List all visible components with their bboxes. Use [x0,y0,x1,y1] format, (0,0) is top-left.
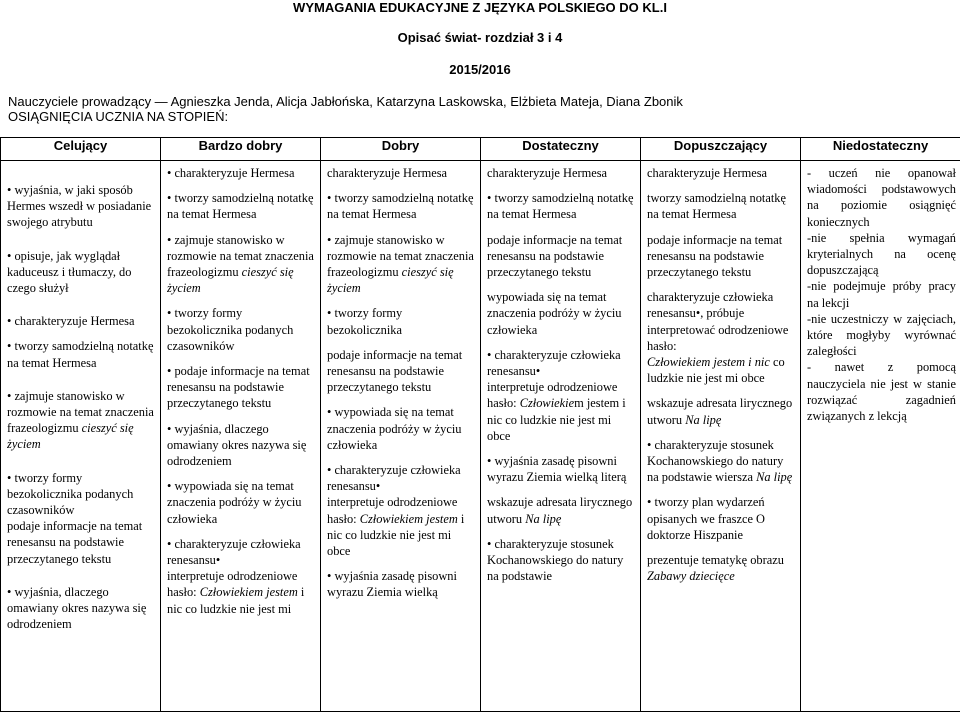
list-item: • tworzy formy bezokolicznika podanych czasowników [7,470,156,519]
list-item: • zajmuje stanowisko w rozmowie na temat znaczenia frazeologizmu cieszyć się życiem [327,232,476,297]
list-item: podaje informacje na temat renesansu na podstawie przeczytanego tekstu [487,232,636,281]
list-item: • zajmuje stanowisko w rozmowie na temat znaczenia frazeologizmu cieszyć się życiem [167,232,316,297]
document-title: WYMAGANIA EDUKACYJNE Z JĘZYKA POLSKIEGO DO KL.I [0,0,960,15]
col-dobry [321,161,481,712]
list-item: charakteryzuje Hermesa [487,165,636,181]
list-item: - uczeń nie opanował wiadomości podstawowych na poziomie osiągnięć koniecznych [807,165,956,230]
col-niedostateczny [801,161,960,712]
col-bardzo-dobry [161,161,321,712]
list-item: prezentuje tematykę obrazu Zabawy dziecięce [647,552,796,584]
list-item: • charakteryzuje Hermesa [167,165,316,181]
grade-header: Dobry [321,138,481,161]
list-item: • charakteryzuje Hermesa [7,313,156,329]
col-dopuszczajacy [641,161,801,712]
list-item: • wyjaśnia, dlaczego omawiany okres nazywa się odrodzeniem [7,584,156,633]
col-celujacy [1,161,161,712]
document-subtitle: Opisać świat- rozdział 3 i 4 [0,30,960,45]
list-item: • charakteryzuje człowieka renesansu• [167,536,316,568]
list-item: charakteryzuje Hermesa [647,165,796,181]
list-item: • charakteryzuje człowieka renesansu• [487,347,636,379]
list-item: wskazuje adresata lirycznego utworu Na lipę [647,395,796,427]
list-item: wypowiada się na temat znaczenia podróży w życiu człowieka [487,289,636,338]
list-item: • tworzy plan wydarzeń opisanych we fraszce O doktorze Hiszpanie [647,494,796,543]
list-item: podaje informacje na temat renesansu na podstawie przeczytanego tekstu [327,347,476,396]
list-item: • wyjaśnia, w jaki sposób Hermes wszedł w posiadanie swojego atrybutu [7,182,156,231]
list-item: - nawet z pomocą nauczyciela nie jest w stanie rozwiązać zagadnień związanych z lekcją [807,359,956,424]
list-item: interpretuje odrodzeniowe hasło: Człowiekiem jestem i nic co ludzkie nie jest mi obce [327,494,476,559]
list-item: -nie uczestniczy w zajęciach, które mogłyby wyrównać zaległości [807,311,956,360]
list-item: • wyjaśnia, dlaczego omawiany okres nazywa się odrodzeniem [167,421,316,470]
list-item: • podaje informacje na temat renesansu na podstawie przeczytanego tekstu [167,363,316,412]
list-item: • tworzy formy bezokolicznika podanych czasowników [167,305,316,354]
list-item: • zajmuje stanowisko w rozmowie na temat znaczenia frazeologizmu cieszyć się życiem [7,388,156,453]
list-item: -nie podejmuje próby pracy na lekcji [807,278,956,310]
grade-header: Dopuszczający [641,138,801,161]
grade-header: Dostateczny [481,138,641,161]
list-item: • tworzy samodzielną notatkę na temat Hermesa [7,338,156,370]
list-item: charakteryzuje człowieka renesansu•, próbuje interpretować odrodzeniowe hasło: [647,289,796,354]
list-item: podaje informacje na temat renesansu na podstawie przeczytanego tekstu [647,232,796,281]
list-item: charakteryzuje Hermesa [327,165,476,181]
list-item: interpretuje odrodzeniowe hasło: Człowiekiem jestem i nic co ludzkie nie jest mi obce [487,379,636,444]
list-item: tworzy samodzielną notatkę na temat Hermesa [647,190,796,222]
list-item: interpretuje odrodzeniowe hasło: Człowiekiem jestem i nic co ludzkie nie jest mi [167,568,316,617]
achievements-heading: OSIĄGNIĘCIA UCZNIA NA STOPIEŃ: [8,109,228,124]
grade-header: Niedostateczny [801,138,960,161]
list-item: • wyjaśnia zasadę pisowni wyrazu Ziemia wielką [327,568,476,600]
grade-header: Bardzo dobry [161,138,321,161]
school-year: 2015/2016 [0,62,960,77]
list-item: • tworzy samodzielną notatkę na temat Hermesa [167,190,316,222]
grades-header-row [1,138,960,161]
list-item: • charakteryzuje stosunek Kochanowskiego do natury na podstawie wiersza Na lipę [647,437,796,486]
list-item: • wypowiada się na temat znaczenia podróży w życiu człowieka [327,404,476,453]
requirements-table [0,137,960,712]
list-item: • tworzy samodzielną notatkę na temat Hermesa [327,190,476,222]
list-item: Człowiekiem jestem i nic co ludzkie nie jest mi obce [647,354,796,386]
grade-header: Celujący [1,138,161,161]
teachers-line: Nauczyciele prowadzący — Agnieszka Jenda, Alicja Jabłońska, Katarzyna Laskowska, Elżbieta Mateja, Diana Zbonik [8,94,683,109]
list-item: • wyjaśnia zasadę pisowni wyrazu Ziemia wielką literą [487,453,636,485]
col-dostateczny [481,161,641,712]
list-item: • charakteryzuje człowieka renesansu• [327,462,476,494]
list-item: podaje informacje na temat renesansu na podstawie przeczytanego tekstu [7,518,156,567]
list-item: wskazuje adresata lirycznego utworu Na lipę [487,494,636,526]
list-item: • opisuje, jak wyglądał kaduceusz i tłumaczy, do czego służył [7,248,156,297]
list-item: • wypowiada się na temat znaczenia podróży w życiu człowieka [167,478,316,527]
requirements-row [1,161,960,712]
list-item: • charakteryzuje stosunek Kochanowskiego do natury na podstawie [487,536,636,585]
list-item: • tworzy formy bezokolicznika [327,305,476,337]
list-item: -nie spełnia wymagań kryterialnych na ocenę dopuszczającą [807,230,956,279]
list-item: • tworzy samodzielną notatkę na temat Hermesa [487,190,636,222]
